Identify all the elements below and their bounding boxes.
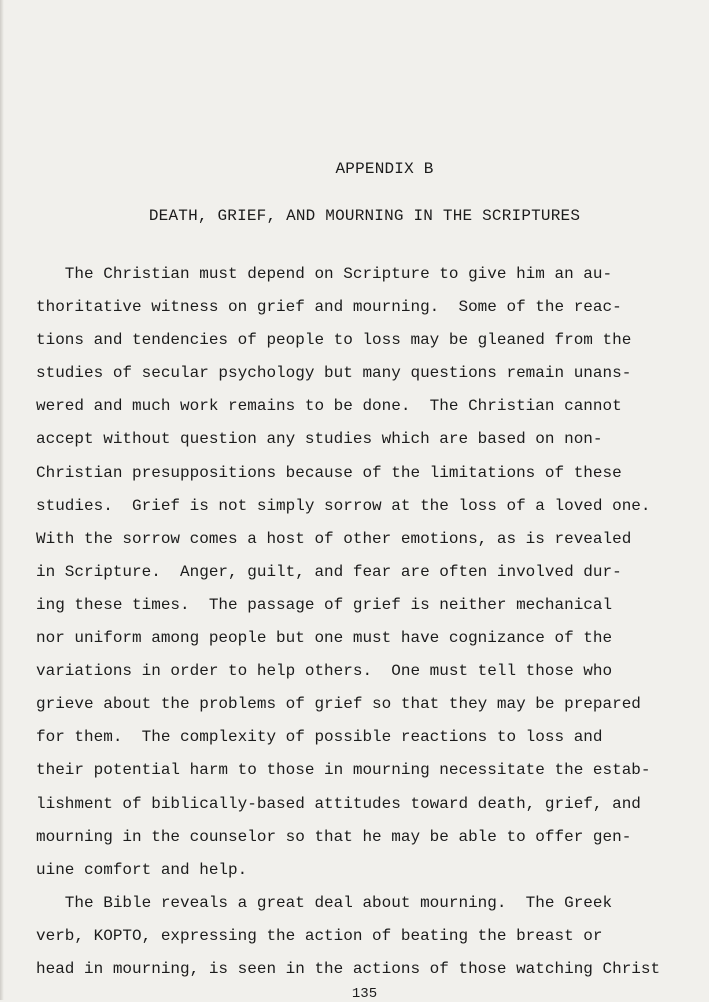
body-line: in Scripture. Anger, guilt, and fear are often involved dur- [36, 562, 622, 581]
body-line: wered and much work remains to be done. The Christian cannot [36, 397, 622, 416]
body-line: nor uniform among people but one must have cognizance of the [36, 629, 613, 648]
body-line: head in mourning, is seen in the actions of those watching Christ [36, 959, 661, 978]
page-number: 135 [351, 986, 378, 1002]
section-title: DEATH, GRIEF, AND MOURNING IN THE SCRIPTURES [148, 207, 581, 225]
body-line: With the sorrow comes a host of other emotions, as is revealed [36, 529, 632, 548]
body-line: variations in order to help others. One must tell those who [36, 662, 613, 681]
body-line: their potential harm to those in mourning necessitate the estab- [36, 761, 651, 780]
body-line: The Bible reveals a great deal about mourning. The Greek [36, 893, 613, 912]
body-line: studies. Grief is not simply sorrow at the loss of a loved one. [36, 496, 651, 515]
body-line: uine comfort and help. [36, 860, 248, 879]
page-edge-shadow [0, 0, 4, 1000]
appendix-heading: APPENDIX B [335, 160, 434, 178]
body-line: tions and tendencies of people to loss may be gleaned from the [36, 331, 632, 350]
body-text [36, 258, 696, 986]
body-line: mourning in the counselor so that he may be able to offer gen- [36, 827, 632, 846]
body-line: thoritative witness on grief and mourning. Some of the reac- [36, 298, 622, 317]
bleed-through-text [30, 40, 680, 106]
body-line: ing these times. The passage of grief is neither mechanical [36, 595, 613, 614]
body-line: Christian presuppositions because of the limitations of these [36, 463, 622, 482]
body-line: verb, KOPTO, expressing the action of beating the breast or [36, 926, 603, 945]
body-line: grieve about the problems of grief so that they may be prepared [36, 695, 641, 714]
body-line: studies of secular psychology but many questions remain unans- [36, 364, 632, 383]
body-line: accept without question any studies which are based on non- [36, 430, 603, 449]
body-line: The Christian must depend on Scripture to give him an au- [36, 265, 613, 283]
body-line: lishment of biblically-based attitudes toward death, grief, and [36, 794, 641, 813]
body-line: for them. The complexity of possible reactions to loss and [36, 728, 603, 747]
